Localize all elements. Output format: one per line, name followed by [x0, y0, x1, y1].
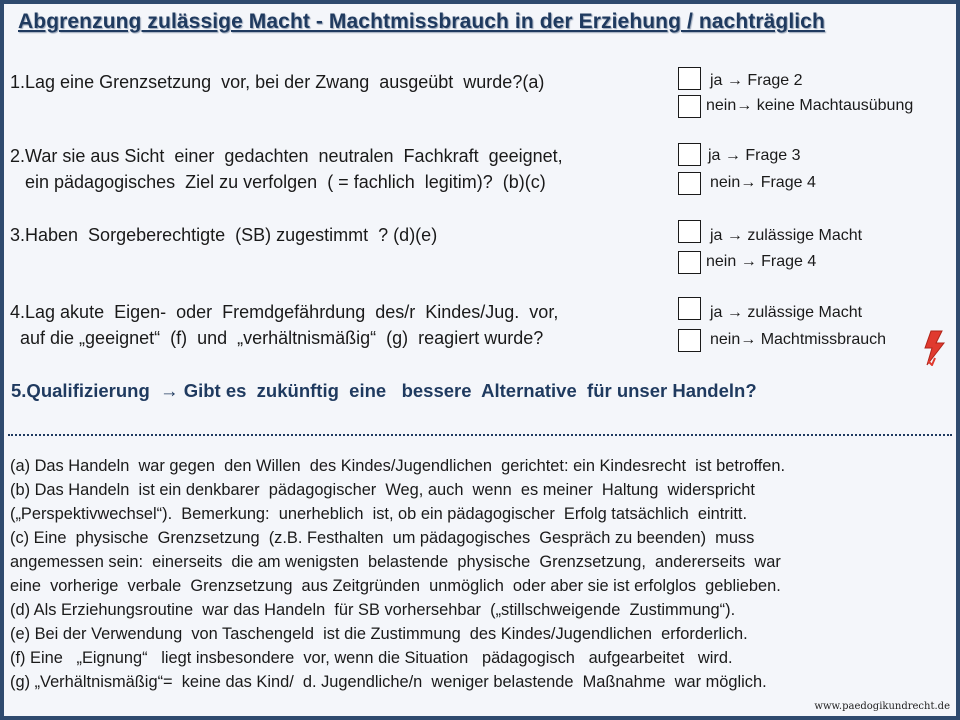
question-1-no-checkbox[interactable] — [678, 95, 701, 118]
question-4-no-checkbox[interactable] — [678, 329, 701, 352]
question-2-yes-checkbox[interactable] — [678, 143, 701, 166]
question-3-line-1: 3.Haben Sorgeberechtigte (SB) zugestimmt ? (d)(e) — [10, 225, 438, 245]
question-2-yes-label: ja → Frage 3 — [708, 147, 801, 164]
question-2-no-checkbox[interactable] — [678, 172, 701, 195]
note-line: (f) Eine „Eignung“ liegt insbesondere vor, wenn die Situation pädagogisch aufgearbeitet wird. — [10, 649, 733, 667]
question-4-line-1: 4.Lag akute Eigen- oder Fremdgefährdung des/r Kindes/Jug. vor, — [10, 302, 559, 322]
question-2-no-label: nein→ Frage 4 — [710, 174, 816, 191]
footer-url: www.paedogikundrecht.de — [814, 701, 950, 712]
note-line: (a) Das Handeln war gegen den Willen des Kindes/Jugendlichen gerichtet: ein Kindesrecht ist betroffen. — [10, 457, 786, 475]
question-1-no-label: nein→ keine Machtausübung — [706, 97, 914, 114]
question-4-no-label: nein→ Machtmissbrauch — [710, 331, 887, 348]
note-line: (c) Eine physische Grenzsetzung (z.B. Festhalten um pädagogisches Gespräch zu beenden) muss — [10, 529, 755, 547]
note-line: (e) Bei der Verwendung von Taschengeld ist die Zustimmung des Kindes/Jugendlichen erforderlich. — [10, 625, 748, 643]
question-2-line-1: 2.War sie aus Sicht einer gedachten neutralen Fachkraft geeignet, — [10, 146, 563, 166]
question-4-yes-label: ja → zulässige Macht — [710, 304, 863, 321]
question-3-yes-checkbox[interactable] — [678, 220, 701, 243]
question-1-yes-label: ja → Frage 2 — [710, 72, 803, 89]
question-4-line-2: auf die „geeignet“ (f) und „verhältnismäßig“ (g) reagiert wurde? — [10, 328, 544, 348]
page-title: Abgrenzung zulässige Macht - Machtmissbrauch in der Erziehung / nachträglich — [18, 10, 825, 33]
question-4-yes-checkbox[interactable] — [678, 297, 701, 320]
lightning-bolt-icon — [922, 330, 948, 366]
note-line: (b) Das Handeln ist ein denkbarer pädagogischer Weg, auch wenn es meiner Haltung widerspricht — [10, 481, 755, 499]
note-line: angemessen sein: einerseits die am wenigsten belastende physische Grenzsetzung, andererseits war — [10, 553, 781, 571]
question-3-no-checkbox[interactable] — [678, 251, 701, 274]
note-line: („Perspektivwechsel“). Bemerkung: unerheblich ist, ob ein pädagogischer Erfolg tatsächlich eintritt. — [10, 505, 748, 523]
note-line: (d) Als Erziehungsroutine war das Handeln für SB vorhersehbar („stillschweigende Zustimmung“). — [10, 601, 736, 619]
note-line: eine vorherige verbale Grenzsetzung aus Zeitgründen unmöglich oder aber sie ist erfolglos geblieben. — [10, 577, 781, 595]
question-3-no-label: nein → Frage 4 — [706, 253, 817, 270]
question-2-line-2: ein pädagogisches Ziel zu verfolgen ( = fachlich legitim)? (b)(c) — [10, 172, 546, 192]
section-divider — [8, 434, 952, 436]
question-3-yes-label: ja → zulässige Macht — [710, 227, 863, 244]
slide-page — [4, 4, 956, 716]
question-1-yes-checkbox[interactable] — [678, 67, 701, 90]
qualification-question: 5.Qualifizierung → Gibt es zukünftig eine bessere Alternative für unser Handeln? — [11, 380, 757, 401]
note-line: (g) „Verhältnismäßig“= keine das Kind/ d. Jugendliche/n weniger belastende Maßnahme war möglich. — [10, 673, 767, 691]
question-1-line-1: 1.Lag eine Grenzsetzung vor, bei der Zwang ausgeübt wurde?(a) — [10, 72, 545, 92]
